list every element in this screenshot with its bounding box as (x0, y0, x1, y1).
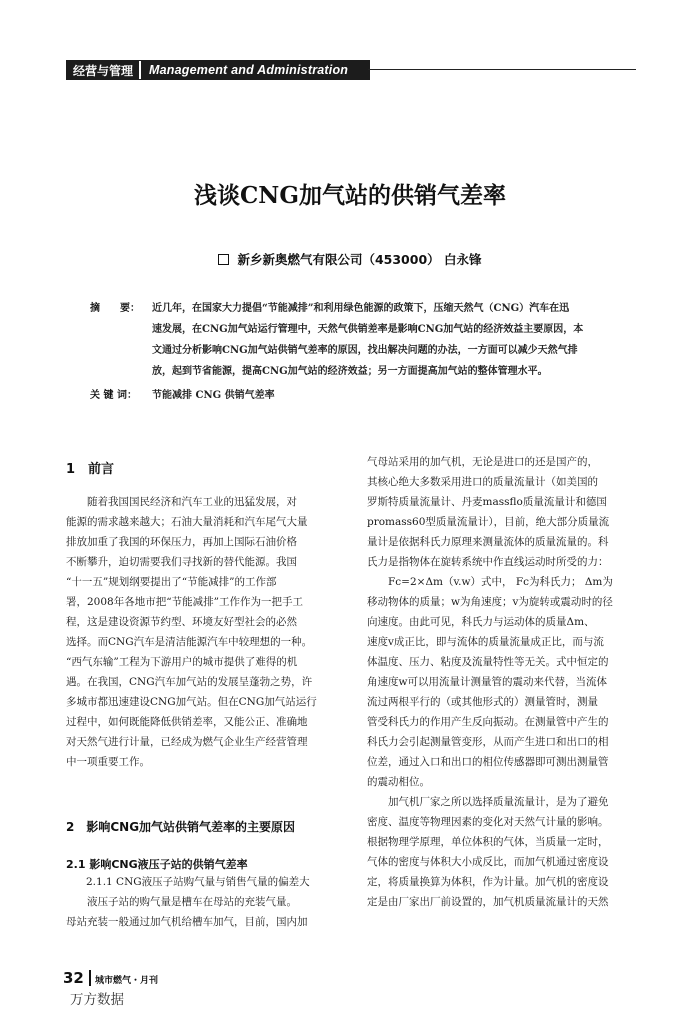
paragraph-line: 定，将质量换算为体积，作为计量。加气机的密度设 (367, 876, 609, 888)
watermark: 万方数据 (70, 992, 124, 1008)
paragraph-line: 随着我国国民经济和汽车工业的迅猛发展，对 (66, 496, 297, 508)
abstract-line: 近几年，在国家大力提倡“节能减排”和利用绿色能源的政策下，压缩天然气（CNG）汽车在迅 (152, 303, 570, 314)
right-column (367, 452, 649, 912)
author-affiliation: 新乡新奥燃气有限公司（453000） 白永锋 (237, 252, 482, 267)
paragraph-line: 母站充装一般通过加气机给槽车加气，目前，国内加 (66, 916, 308, 928)
paragraph-line: 过程中，如何既能降低供销差率，又能公正、准确地 (66, 716, 308, 728)
article-title: 浅谈CNG加气站的供销气差率 (194, 182, 506, 209)
paragraph-line: 的震动相位。 (367, 776, 430, 788)
paragraph-line: 速度v成正比，即与流体的质量流量成正比，而与流 (367, 636, 604, 648)
keywords-label: 关 键 词： (90, 390, 137, 401)
page-number: 32 (63, 969, 84, 987)
paragraph-line: 加气机厂家之所以选择质量流量计，是为了避免 (367, 796, 609, 808)
paragraph-line: 位差，通过入口和出口的相位传感器即可测出测量管 (367, 756, 609, 768)
paragraph-line: 能源的需求越来越大；石油大量消耗和汽车尾气大量 (66, 516, 308, 528)
paragraph-line: 流过两根平行的（或其他形式的）测量管时，测量 (367, 696, 598, 708)
paragraph-line: 液压子站的购气量是槽车在母站的充装气量。 (66, 896, 297, 908)
paragraph-line: “十一五”规划纲要提出了“节能减排”的工作部 (66, 576, 277, 588)
paragraph-line: 署，2008年各地市把“节能减排”工作作为一把手工 (66, 596, 303, 608)
paragraph-line: 角速度w可以用流量计测量管的震动来代替，当流体 (367, 676, 607, 688)
paragraph-line: 氏力是指物体在旋转系统中作直线运动时所受的力： (367, 556, 609, 568)
section-label-en: Management and Administration (149, 63, 349, 77)
paragraph-line: 体温度、压力、粘度及流量特性等无关。式中恒定的 (367, 656, 609, 668)
paragraph-line: 程，这是建设资源节约型、环境友好型社会的必然 (66, 616, 297, 628)
abstract-line: 速发展，在CNG加气站运行管理中，天然气供销差率是影响CNG加气站的经济效益主要原因，本 (152, 324, 584, 335)
formula-line: Fc=2×Δm（v.w）式中， Fc为科氏力； Δm为 (367, 576, 613, 588)
abstract-label: 摘 要： (90, 303, 140, 314)
paragraph-line: 管受科氏力的作用产生反向振动。在测量管中产生的 (367, 716, 609, 728)
footer-divider (89, 970, 91, 986)
paragraph-line: 向速度。由此可见，科氏力与运动体的质量Δm、 (367, 616, 595, 628)
paragraph-line: 密度、温度等物理因素的变化对天然气计量的影响。 (367, 816, 609, 828)
subsection-heading-2-1: 2.1 影响CNG液压子站的供销气差率 (66, 858, 248, 871)
paragraph-line: 对天然气进行计量，已经成为燃气企业生产经营管理 (66, 736, 308, 748)
subsubsection-heading-text: 2.1.1 CNG液压子站购气量与销售气量的偏差大 (86, 876, 310, 888)
paragraph-line: 定是由厂家出厂前设置的，加气机质量流量计的天然 (367, 896, 609, 908)
left-column-intro (66, 492, 346, 772)
paragraph-line: 遇。在我国，CNG汽车加气站的发展呈蓬勃之势，许 (66, 676, 313, 688)
paragraph-line: 根据物理学原理，单位体积的气体，当质量一定时， (367, 836, 609, 848)
section-heading-2: 2 影响CNG加气站供销气差率的主要原因 (66, 820, 296, 834)
byline (0, 250, 700, 268)
paragraph-line: 罗斯特质量流量计、丹麦massflo质量流量计和德国 (367, 496, 607, 508)
left-column-body (66, 892, 346, 932)
paragraph-line: 中一项重要工作。 (66, 756, 150, 768)
paragraph-line: 量计是依据科氏力原理来测量流体的质量流量的。科 (367, 536, 609, 548)
paragraph-line: 科氏力会引起测量管变形，从而产生进口和出口的相 (367, 736, 609, 748)
square-bullet-icon (218, 254, 229, 265)
paragraph-line: promass60型质量流量计），目前，绝大部分质量流 (367, 516, 610, 528)
keywords-text: 节能减排 CNG 供销气差率 (152, 390, 275, 401)
paragraph-line: 多城市都迅速建设CNG加气站。但在CNG加气站运行 (66, 696, 317, 708)
paragraph-line: 排放加重了我国的环保压力，再加上国际石油价格 (66, 536, 297, 548)
paragraph-line: 气体的密度与体积大小成反比，而加气机通过密度设 (367, 856, 609, 868)
section-heading-1: 1 前言 (66, 462, 115, 477)
header-rule (368, 69, 636, 70)
subsubsection-heading-2-1-1 (86, 872, 346, 892)
paragraph-line: 气母站采用的加气机，无论是进口的还是国产的， (367, 456, 598, 468)
paragraph-line: 移动物体的质量；w为角速度；v为旋转或震动时的径 (367, 596, 613, 608)
paragraph-line: 其核心绝大多数采用进口的质量流量计（如美国的 (367, 476, 598, 488)
section-banner (66, 60, 370, 80)
journal-name: 城市燃气・月刊 (95, 976, 159, 986)
abstract-line: 放，起到节省能源，提高CNG加气站的经济效益；另一方面提高加气站的整体管理水平。 (152, 366, 548, 377)
paragraph-line: “西气东输”工程为下游用户的城市提供了难得的机 (66, 656, 298, 668)
section-label-zh: 经营与管理 (67, 61, 141, 79)
paragraph-line: 选择。而CNG汽车是清洁能源汽车中较理想的一种。 (66, 636, 313, 648)
paragraph-line: 不断攀升，迫切需要我们寻找新的替代能源。我国 (66, 556, 297, 568)
abstract-line: 文通过分析影响CNG加气站供销气差率的原因，找出解决问题的办法，一方面可以减少天然气排 (152, 345, 578, 356)
